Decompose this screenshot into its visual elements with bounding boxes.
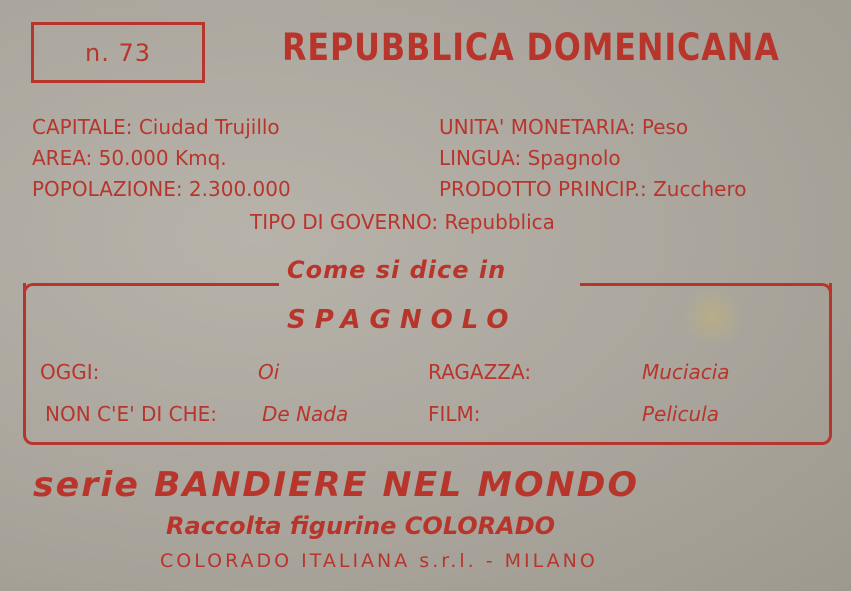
fact-capital: CAPITALE: Ciudad Trujillo: [32, 115, 280, 139]
phrase-language: SPAGNOLO: [287, 305, 518, 335]
vocab-word-oggi: OGGI:: [40, 360, 100, 384]
vocab-translation-non-ce-di-che: De Nada: [262, 402, 349, 426]
vocab-translation-oggi: Oi: [258, 360, 280, 384]
collection-name: Raccolta figurine COLORADO: [166, 512, 556, 540]
fact-population: POPOLAZIONE: 2.300.000: [32, 177, 291, 201]
phrase-frame-corner-left: [23, 283, 35, 297]
vocab-word-non-ce-di-che: NON C'E' DI CHE:: [45, 402, 218, 426]
vocab-translation-film: Pelicula: [642, 402, 719, 426]
fact-language: LINGUA: Spagnolo: [439, 146, 621, 170]
vocab-word-film: FILM:: [428, 402, 481, 426]
country-title: REPUBBLICA DOMENICANA: [282, 26, 780, 69]
card-number: n. 73: [84, 38, 151, 67]
fact-currency: UNITA' MONETARIA: Peso: [439, 115, 689, 139]
fact-main-product: PRODOTTO PRINCIP.: Zucchero: [439, 177, 747, 201]
fact-area: AREA: 50.000 Kmq.: [32, 146, 227, 170]
vocab-translation-ragazza: Muciacia: [642, 360, 730, 384]
company-name: COLORADO ITALIANA s.r.l. - MILANO: [160, 550, 598, 572]
vocab-word-ragazza: RAGAZZA:: [428, 360, 532, 384]
phrase-heading: Come si dice in: [287, 256, 507, 284]
card-number-box: [31, 22, 205, 83]
fact-government: TIPO DI GOVERNO: Repubblica: [250, 210, 555, 234]
series-title: serie BANDIERE NEL MONDO: [33, 465, 640, 505]
